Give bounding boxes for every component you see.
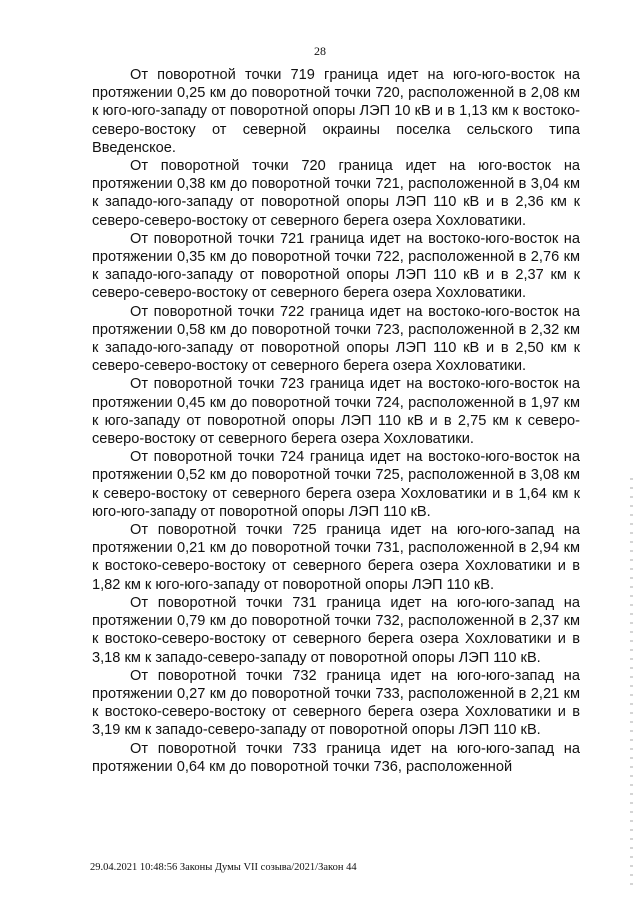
paragraph: От поворотной точки 721 граница идет на востоко-юго-восток на протяжении 0,35 км до поворотной точки 722, расположенной в 2,76 км к западо-юго-западу от поворотной опоры ЛЭП 110 кВ и в 2,37 км к северо-северо-востоку от северного берега озера Хохловатики. (92, 230, 580, 302)
paragraph: От поворотной точки 719 граница идет на юго-юго-восток на протяжении 0,25 км до поворотной точки 720, расположенной в 2,08 км к юго-юго-западу от поворотной опоры ЛЭП 10 кВ и в 1,13 км к востоко-северо-востоку от северной окраины поселка сельского типа Введенское. (92, 67, 580, 156)
paragraph: От поворотной точки 733 граница идет на юго-юго-запад на протяжении 0,64 км до поворотной точки 736, расположенной (92, 740, 580, 775)
paragraph: От поворотной точки 723 граница идет на востоко-юго-восток на протяжении 0,45 км до поворотной точки 724, расположенной в 1,97 км к юго-западу от поворотной опоры ЛЭП 110 кВ и в 2,75 км к северо-северо-востоку от северного берега озера Хохловатики. (92, 376, 580, 448)
footer-stamp: 29.04.2021 10:48:56 Законы Думы VII созыва/2021/Закон 44 (90, 862, 357, 873)
paragraph: От поворотной точки 720 граница идет на юго-восток на протяжении 0,38 км до поворотной точки 721, расположенной в 3,04 км к западо-юго-западу от поворотной опоры ЛЭП 110 кВ и в 2,36 км к северо-северо-востоку от северного берега озера Хохловатики. (92, 158, 580, 229)
document-body (92, 66, 580, 776)
margin-scan-marks (630, 478, 633, 888)
paragraph: От поворотной точки 731 граница идет на юго-юго-запад на протяжении 0,79 км до поворотной точки 732, расположенной в 2,37 км к востоко-северо-востоку от северного берега озера Хохловатики и в 3,18 км к западо-северо-западу от поворотной опоры ЛЭП 110 кВ. (92, 594, 580, 666)
paragraph: От поворотной точки 724 граница идет на востоко-юго-восток на протяжении 0,52 км до поворотной точки 725, расположенной в 3,08 км к северо-востоку от северного берега озера Хохловатики и в 1,64 км к юго-юго-западу от поворотной опоры ЛЭП 110 кВ. (92, 449, 580, 520)
paragraph: От поворотной точки 732 граница идет на юго-юго-запад на протяжении 0,27 км до поворотной точки 733, расположенной в 2,21 км к востоко-северо-востоку от северного берега озера Хохловатики и в 3,19 км к западо-северо-западу от поворотной опоры ЛЭП 110 кВ. (92, 667, 580, 739)
paragraph: От поворотной точки 722 граница идет на востоко-юго-восток на протяжении 0,58 км до поворотной точки 723, расположенной в 2,32 км к западо-юго-западу от поворотной опоры ЛЭП 110 кВ и в 2,50 км к северо-северо-востоку от северного берега озера Хохловатики. (92, 303, 580, 375)
paragraph: От поворотной точки 725 граница идет на юго-юго-запад на протяжении 0,21 км до поворотной точки 731, расположенной в 2,94 км к востоко-северо-востоку от северного берега озера Хохловатики и в 1,82 км к юго-юго-западу от поворотной опоры ЛЭП 110 кВ. (92, 522, 580, 593)
page-number: 28 (314, 44, 326, 58)
